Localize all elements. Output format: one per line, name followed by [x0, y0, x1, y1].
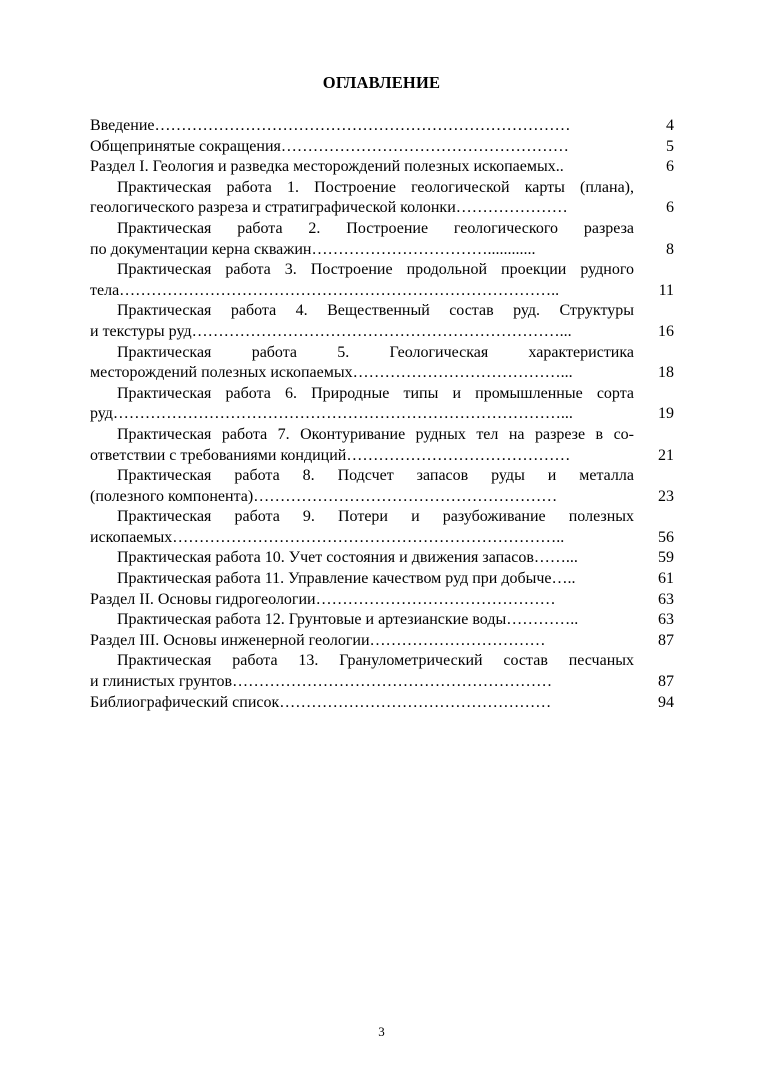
toc-entry-text: Практическая работа 3. Построение продольной проекции рудного [117, 261, 634, 279]
toc-entry-page: 18 [658, 364, 674, 382]
toc-entry-text: Библиографический список…………………………………………… [90, 693, 552, 711]
table-of-contents [90, 116, 674, 713]
toc-entry-text: Практическая работа 9. Потери и разубоживание полезных [117, 508, 634, 526]
toc-entry-practical-9[interactable] [90, 507, 674, 548]
toc-entry-practical-4[interactable] [90, 301, 674, 342]
toc-entry-text: Практическая работа 13. Гранулометрический состав песчаных [117, 652, 634, 670]
toc-entry-section-3[interactable] [90, 631, 674, 652]
toc-entry-text: Введение…………………………………………………………………… [90, 117, 571, 134]
toc-entry-practical-12[interactable] [90, 610, 674, 631]
toc-entry-text: Практическая работа 11. Управление качеством руд при добыче….. [117, 570, 576, 588]
toc-entry-text: Практическая работа 6. Природные типы и промышленные сорта [117, 384, 634, 402]
toc-entry-section-1[interactable] [90, 157, 674, 178]
toc-entry-page: 5 [666, 137, 674, 155]
toc-entry-text: руд…………………………………………………………………………... [90, 405, 573, 423]
page-title: ОГЛАВЛЕНИЕ [322, 73, 441, 92]
toc-entry-text: Практическая работа 5. Геологическая характеристика [117, 343, 634, 361]
toc-entry-page: 23 [658, 487, 674, 505]
toc-entry-page: 16 [658, 322, 674, 340]
toc-entry-text: Практическая работа 10. Учет состояния и движения запасов……... [117, 549, 578, 567]
toc-entry-text: и глинистых грунтов…………………………………………………… [90, 673, 553, 691]
toc-entry-text: Практическая работа 1. Построение геологической карты (плана), [117, 178, 634, 196]
toc-entry-page: 56 [658, 528, 674, 546]
toc-entry-text: Общепринятые сокращения……………………………………………… [90, 137, 569, 155]
toc-entry-page: 11 [658, 281, 674, 299]
toc-entry-text: и текстуры руд……………………………………………………………... [90, 322, 572, 340]
page-number: 3 [378, 1024, 385, 1039]
toc-entry-text: Практическая работа 7. Оконтуривание рудных тел на разрезе в со- [117, 425, 634, 443]
toc-entry-abbreviations[interactable] [90, 137, 674, 158]
toc-entry-text: Практическая работа 4. Вещественный состав руд. Структуры [117, 302, 634, 320]
toc-entry-page: 19 [658, 405, 674, 423]
toc-entry-text: ответствии с требованиями кондиций…………………………………… [90, 446, 571, 464]
toc-entry-page: 87 [658, 673, 674, 691]
toc-entry-page: 8 [666, 240, 674, 258]
toc-entry-introduction[interactable] [90, 116, 674, 137]
toc-entry-text: (полезного компонента)………………………………………………… [90, 487, 558, 505]
toc-entry-text: Практическая работа 12. Грунтовые и артезианские воды………….. [117, 611, 579, 629]
toc-entry-page: 6 [666, 199, 674, 217]
toc-entry-page: 21 [658, 446, 674, 464]
toc-entry-page: 94 [658, 693, 674, 711]
toc-entry-bibliography[interactable] [90, 693, 674, 714]
toc-entry-text: Раздел II. Основы гидрогеологии……………………………………… [90, 590, 556, 608]
toc-entry-text: Практическая работа 2. Построение геологического разреза [117, 219, 634, 237]
toc-entry-text: геологического разреза и стратиграфической колонки………………… [90, 199, 568, 217]
toc-entry-section-2[interactable] [90, 590, 674, 611]
toc-entry-practical-2[interactable] [90, 219, 674, 260]
toc-entry-text: Раздел III. Основы инженерной геологии…………………………… [90, 631, 546, 649]
toc-entry-practical-5[interactable] [90, 343, 674, 384]
toc-entry-practical-10[interactable] [90, 548, 674, 569]
toc-entry-page: 61 [658, 570, 674, 588]
toc-entry-page: 4 [666, 117, 674, 134]
toc-entry-practical-6[interactable] [90, 384, 674, 425]
toc-entry-text: по документации керна скважин……………………………............ [90, 240, 536, 258]
toc-entry-text: ископаемых……………………………………………………………….. [90, 528, 565, 546]
toc-entry-practical-13[interactable] [90, 651, 674, 692]
toc-entry-text: тела……………………………………………………………………….. [90, 281, 560, 299]
toc-entry-practical-7[interactable] [90, 425, 674, 466]
toc-entry-text: Раздел I. Геология и разведка месторождений полезных ископаемых.. [90, 158, 564, 176]
toc-entry-page: 59 [658, 549, 674, 567]
toc-entry-practical-11[interactable] [90, 569, 674, 590]
toc-entry-page: 63 [658, 611, 674, 629]
toc-entry-page: 6 [666, 158, 674, 176]
toc-entry-text: Практическая работа 8. Подсчет запасов руды и металла [117, 467, 634, 485]
toc-entry-practical-1[interactable] [90, 178, 674, 219]
toc-entry-practical-3[interactable] [90, 260, 674, 301]
toc-entry-practical-8[interactable] [90, 466, 674, 507]
toc-entry-page: 63 [658, 590, 674, 608]
toc-entry-page: 87 [658, 631, 674, 649]
toc-entry-text: месторождений полезных ископаемых…………………………………... [90, 364, 573, 382]
